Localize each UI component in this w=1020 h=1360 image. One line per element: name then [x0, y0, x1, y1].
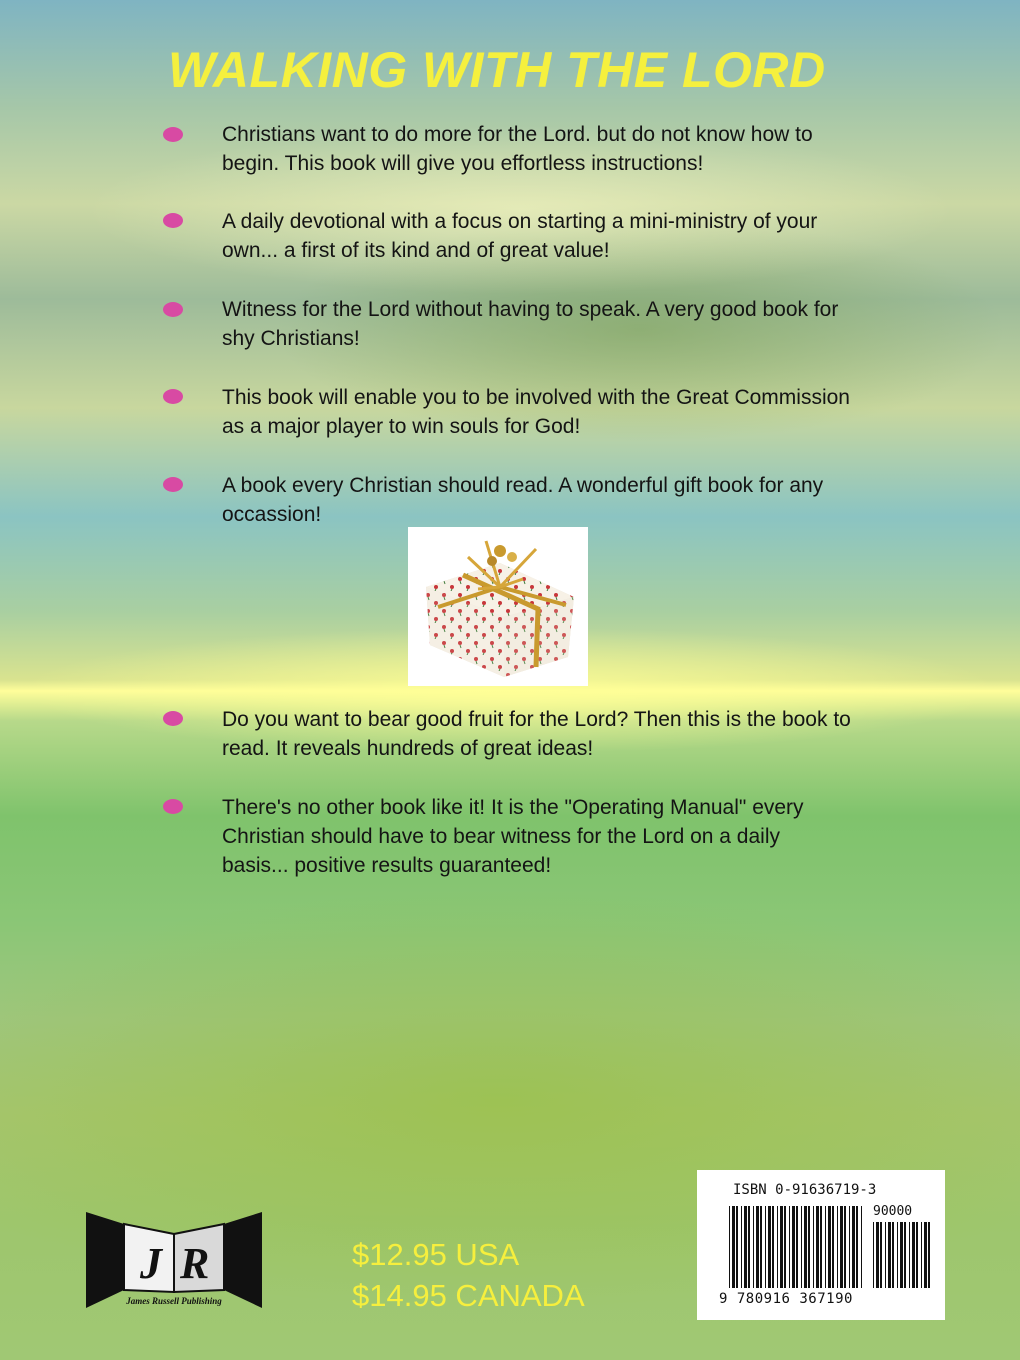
bullet-text-4: This book will enable you to be involved with the Great Commission as a major player to win souls for God!	[222, 386, 850, 438]
barcode-bar	[748, 1206, 750, 1288]
price-code: 90000	[873, 1204, 913, 1219]
barcode-bar	[753, 1206, 754, 1288]
barcode-bar	[732, 1206, 735, 1288]
barcode-bar	[789, 1206, 790, 1288]
barcode-bar	[880, 1222, 882, 1288]
barcode-bar	[876, 1222, 879, 1288]
bullet-dot	[163, 302, 183, 317]
barcode-bar	[909, 1222, 910, 1288]
barcode-bar	[897, 1222, 898, 1288]
barcode-bar	[885, 1222, 886, 1288]
price-usa: $12.95 USA	[352, 1237, 520, 1272]
barcode-bar	[873, 1222, 874, 1288]
barcode-bar	[924, 1222, 927, 1288]
barcode-bar	[888, 1222, 891, 1288]
barcode-bar	[756, 1206, 759, 1288]
barcode-bar	[900, 1222, 903, 1288]
price-canada: $14.95 CANADA	[352, 1278, 585, 1313]
ean-digits: 9 780916 367190	[719, 1291, 853, 1307]
bullet-text-3: Witness for the Lord without having to speak. A very good book for shy Christians!	[222, 298, 839, 350]
barcode-bar	[744, 1206, 747, 1288]
barcode-bar	[928, 1222, 930, 1288]
publisher-name: James Russell Publishing	[126, 1296, 222, 1306]
barcode-bar	[813, 1206, 814, 1288]
barcode-bar	[904, 1222, 906, 1288]
svg-text:R: R	[180, 1239, 210, 1288]
barcode-bar	[765, 1206, 766, 1288]
bullet-text-1: Christians want to do more for the Lord. but do not know how to begin. This book will give you effortless instructions!	[222, 123, 813, 175]
book-title: WALKING WITH THE LORD	[168, 42, 826, 98]
barcode-bar	[729, 1206, 730, 1288]
barcode-bar	[820, 1206, 822, 1288]
barcode-bar	[736, 1206, 738, 1288]
ean-barcode-bars	[729, 1206, 865, 1288]
barcode-bar	[768, 1206, 771, 1288]
barcode-bar	[828, 1206, 831, 1288]
isbn-barcode	[697, 1170, 945, 1320]
barcode-bar	[921, 1222, 922, 1288]
barcode-bar	[912, 1222, 915, 1288]
bullet-dot	[163, 127, 183, 142]
barcode-bar	[840, 1206, 843, 1288]
barcode-bar	[741, 1206, 742, 1288]
barcode-bar	[780, 1206, 783, 1288]
svg-text:J: J	[140, 1239, 162, 1288]
bullet-dot	[163, 213, 183, 228]
barcode-bar	[856, 1206, 858, 1288]
barcode-bar	[777, 1206, 778, 1288]
barcode-bar	[825, 1206, 826, 1288]
barcode-bar	[801, 1206, 802, 1288]
barcode-bar	[784, 1206, 786, 1288]
barcode-bar	[861, 1206, 862, 1288]
barcode-bar	[892, 1222, 894, 1288]
barcode-bar	[832, 1206, 834, 1288]
barcode-bar	[796, 1206, 798, 1288]
barcode-bar	[852, 1206, 855, 1288]
addon-barcode-bars	[873, 1222, 931, 1288]
barcode-bar	[816, 1206, 819, 1288]
bullet-dot	[163, 711, 183, 726]
barcode-bar	[837, 1206, 838, 1288]
bullet-text-7: There's no other book like it! It is the "Operating Manual" every Christian should have to bear witness for the Lord on a daily basis... positive results guaranteed!	[222, 796, 804, 877]
bullet-dot	[163, 477, 183, 492]
bullet-text-6: Do you want to bear good fruit for the Lord? Then this is the book to read. It reveals hundreds of great ideas!	[222, 708, 851, 760]
barcode-bar	[772, 1206, 774, 1288]
gift-box-image	[408, 527, 588, 686]
barcode-bar	[792, 1206, 795, 1288]
barcode-bar	[804, 1206, 807, 1288]
bullet-dot	[163, 799, 183, 814]
barcode-bar	[849, 1206, 850, 1288]
isbn-label: ISBN 0-91636719-3	[733, 1182, 877, 1198]
bullet-dot	[163, 389, 183, 404]
bullet-text-5: A book every Christian should read. A wonderful gift book for any occassion!	[222, 474, 824, 526]
barcode-bar	[844, 1206, 846, 1288]
bullet-text-2: A daily devotional with a focus on starting a mini-ministry of your own... a first of its kind and of great value!	[222, 210, 818, 262]
barcode-bar	[916, 1222, 918, 1288]
barcode-bar	[808, 1206, 810, 1288]
barcode-bar	[760, 1206, 762, 1288]
